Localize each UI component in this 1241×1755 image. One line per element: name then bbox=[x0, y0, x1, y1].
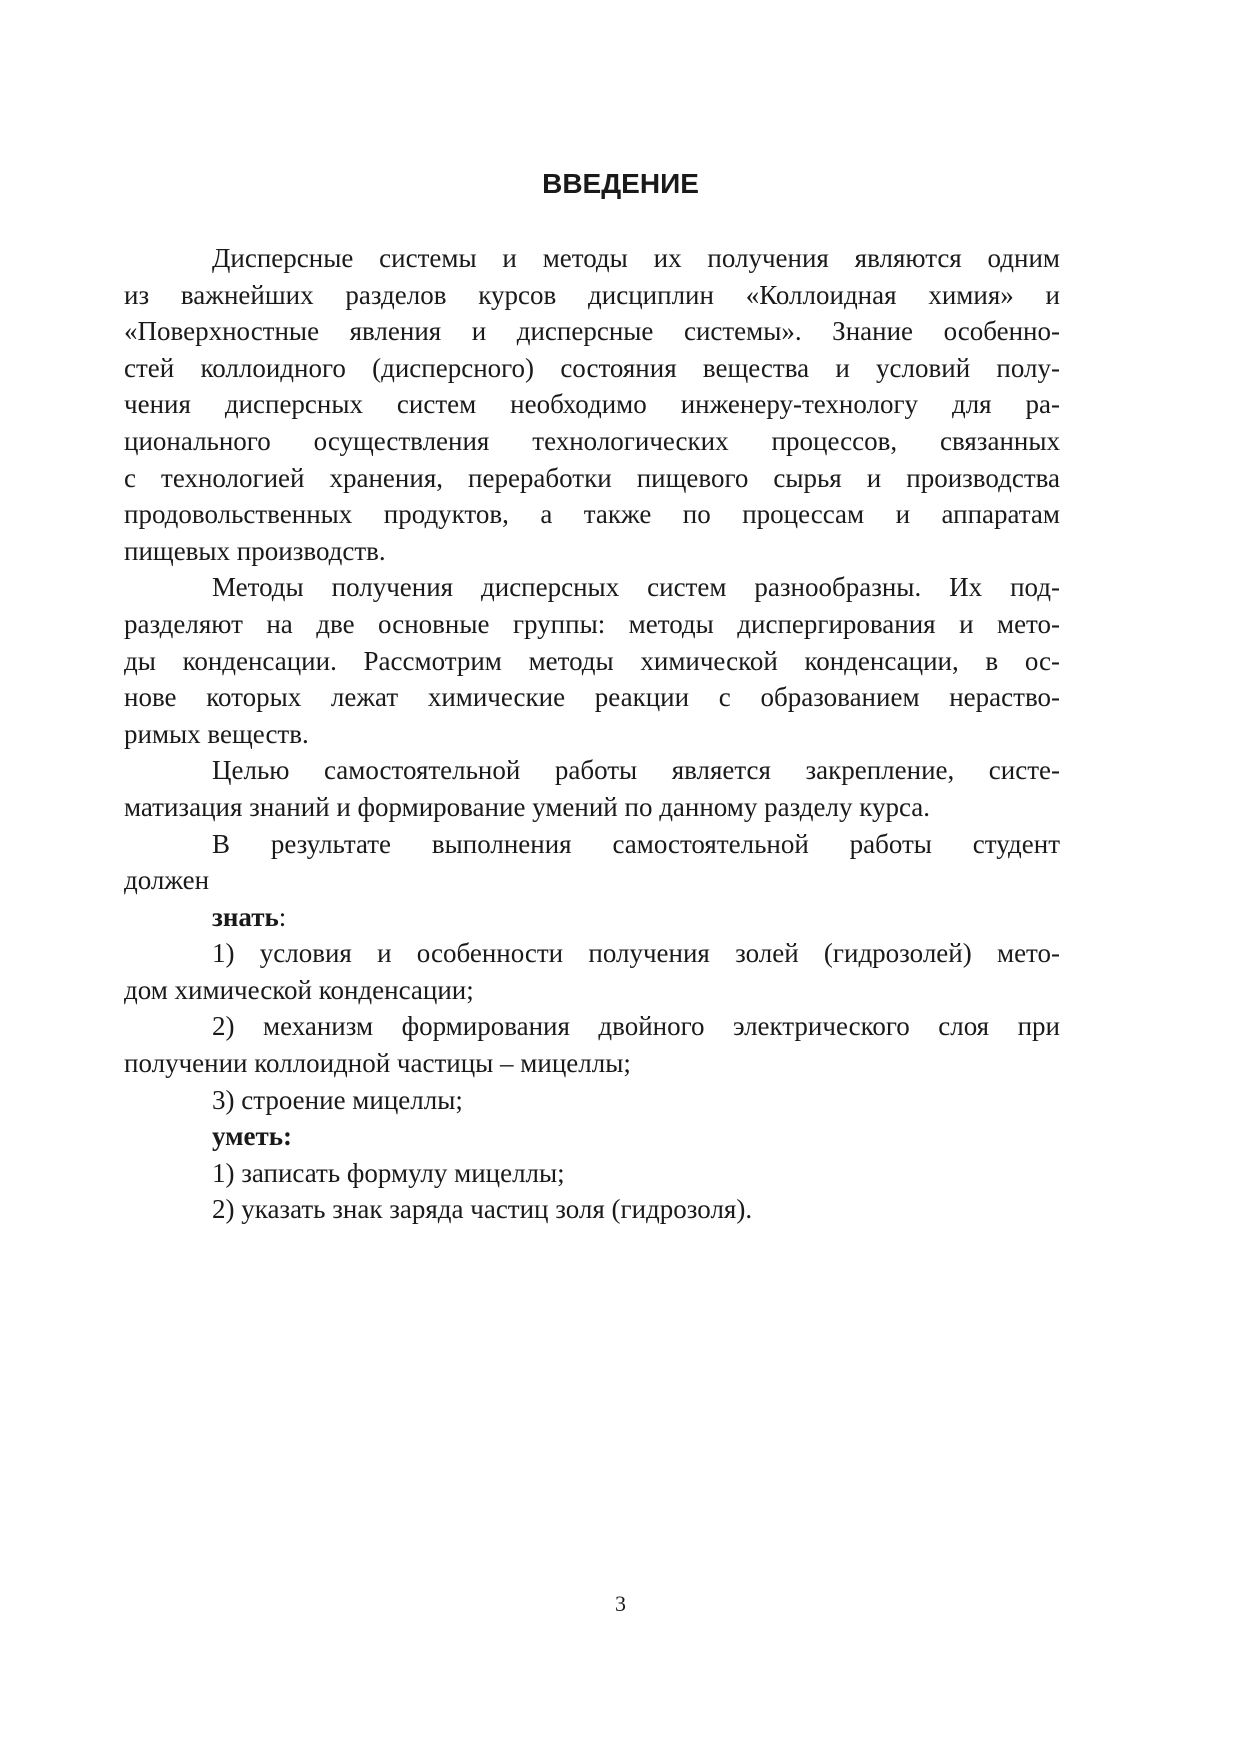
paragraph-result bbox=[124, 826, 1060, 899]
text-line: продовольственных продуктов, а также по процессам и аппаратам bbox=[124, 499, 1060, 530]
text-line: получении коллоидной частицы – мицеллы; bbox=[124, 1048, 631, 1079]
text-line: 1) условия и особенности получения золей (гидрозолей) мето- bbox=[212, 938, 1060, 969]
text-line: 2) указать знак заряда частиц золя (гидрозоля). bbox=[212, 1194, 753, 1225]
text-line: 2) механизм формирования двойного электрического слоя при bbox=[212, 1011, 1060, 1042]
text-line: 3) строение мицеллы; bbox=[212, 1084, 463, 1115]
text-line: из важнейших разделов курсов дисциплин «Коллоидная химия» и bbox=[124, 279, 1060, 310]
know-item-2 bbox=[124, 1008, 1060, 1081]
know-item-3 bbox=[124, 1082, 1060, 1119]
page-title: ВВЕДЕНИЕ bbox=[542, 168, 699, 199]
text-line: дом химической конденсации; bbox=[124, 974, 474, 1005]
paragraph-intro bbox=[124, 240, 1060, 569]
text-line: римых веществ. bbox=[124, 718, 309, 749]
text-line: чения дисперсных систем необходимо инженеру-технологу для ра- bbox=[124, 389, 1060, 420]
can-item-2 bbox=[124, 1191, 1060, 1228]
text-line: пищевых производств. bbox=[124, 535, 386, 566]
text-line: Методы получения дисперсных систем разнообразны. Их под- bbox=[212, 572, 1060, 603]
know-heading bbox=[124, 899, 1060, 936]
text-line: 1) записать формулу мицеллы; bbox=[212, 1157, 565, 1188]
text-line: матизация знаний и формирование умений по данному разделу курса. bbox=[124, 791, 931, 822]
text-line: Дисперсные системы и методы их получения являются одним bbox=[212, 243, 1060, 273]
can-item-1 bbox=[124, 1155, 1060, 1192]
know-label: знать bbox=[212, 901, 279, 932]
text-line: разделяют на две основные группы: методы диспергирования и мето- bbox=[124, 608, 1060, 639]
text-line: ды конденсации. Рассмотрим методы химической конденсации, в ос- bbox=[124, 645, 1060, 676]
page-number: 3 bbox=[615, 1591, 626, 1616]
text-line: ционального осуществления технологических процессов, связанных bbox=[124, 425, 1060, 456]
paragraph-goal bbox=[124, 752, 1060, 825]
text-line: «Поверхностные явления и дисперсные системы». Знание особенно- bbox=[124, 316, 1060, 347]
text-line: с технологией хранения, переработки пищевого сырья и производства bbox=[124, 462, 1060, 493]
can-heading bbox=[124, 1118, 1060, 1155]
know-item-1 bbox=[124, 935, 1060, 1008]
know-colon: : bbox=[278, 901, 287, 932]
document-body bbox=[124, 240, 1060, 1228]
text-line: Целью самостоятельной работы является закрепление, систе- bbox=[212, 755, 1060, 786]
text-line: нове которых лежат химические реакции с образованием нераство- bbox=[124, 682, 1060, 713]
paragraph-methods bbox=[124, 569, 1060, 752]
text-line: должен bbox=[124, 865, 210, 896]
text-line: стей коллоидного (дисперсного) состояния вещества и условий полу- bbox=[124, 352, 1060, 383]
text-line: В результате выполнения самостоятельной работы студент bbox=[212, 828, 1060, 859]
can-label: уметь: bbox=[212, 1121, 293, 1152]
text-line bbox=[124, 899, 1060, 936]
